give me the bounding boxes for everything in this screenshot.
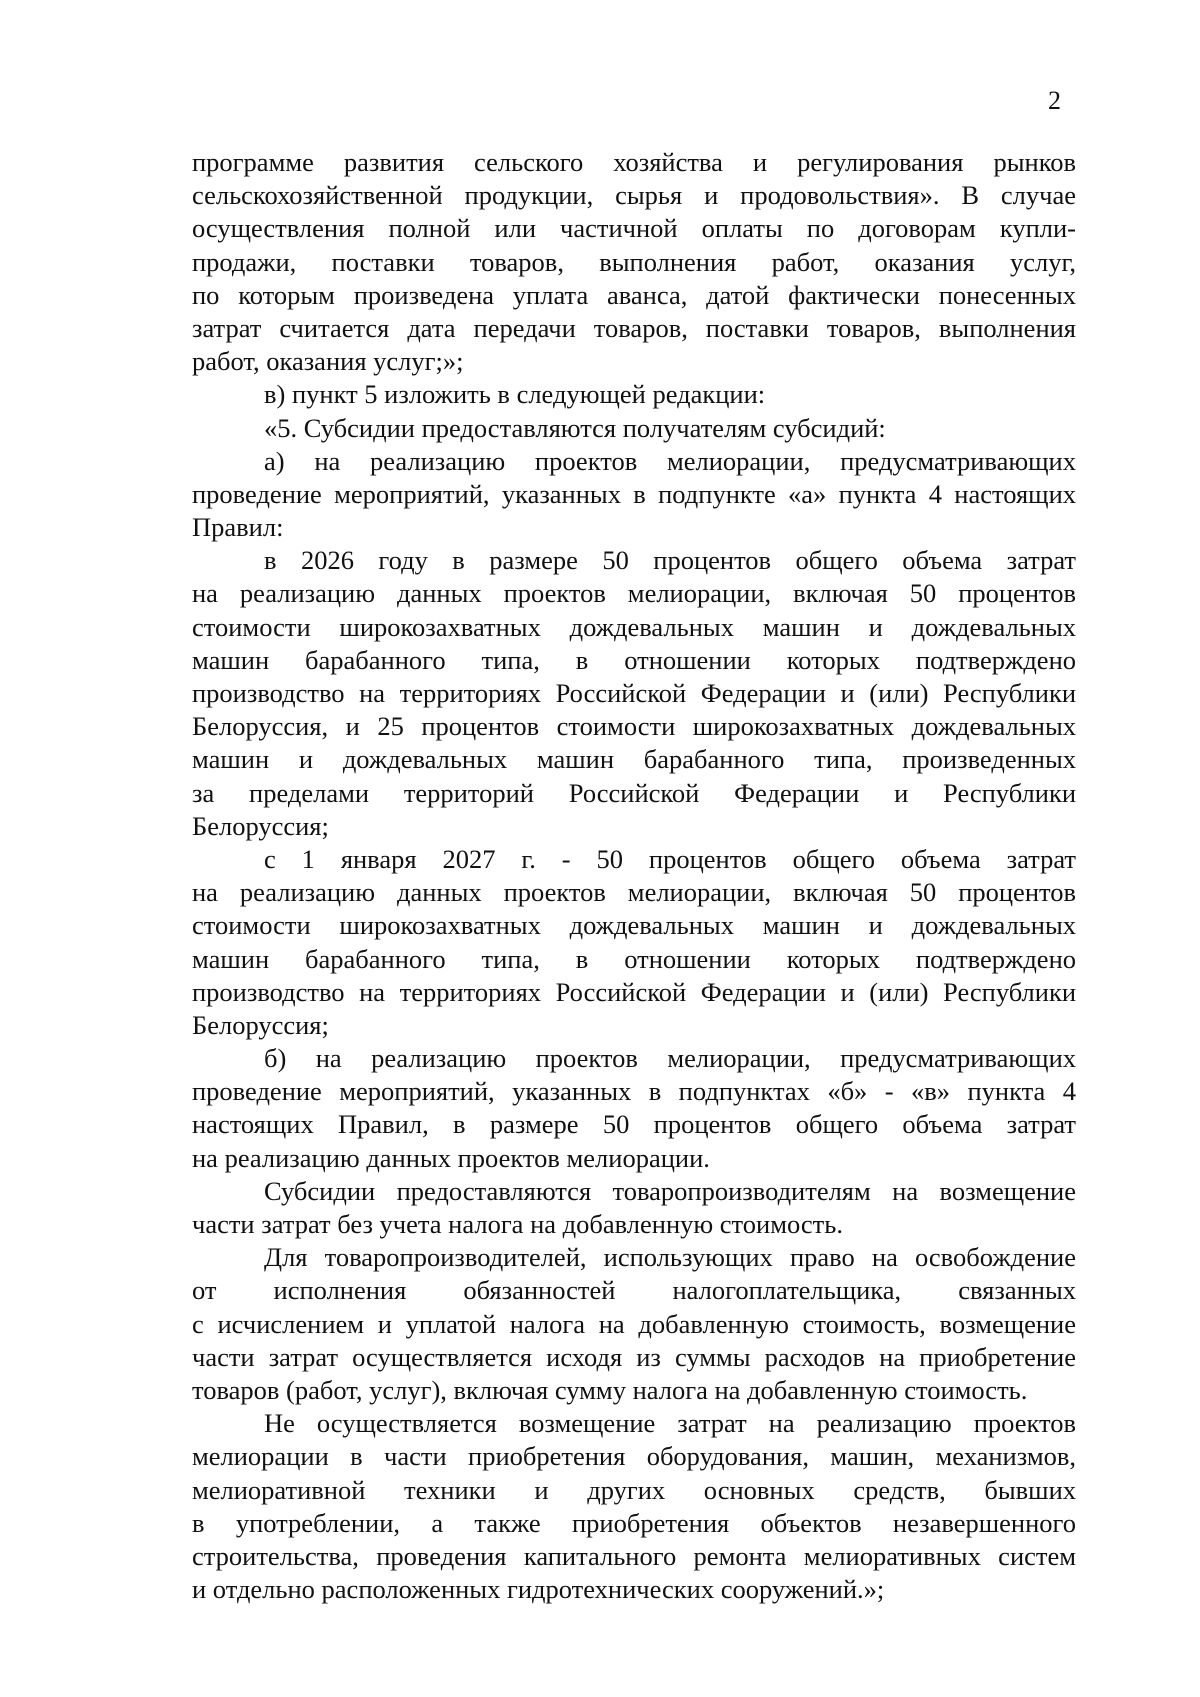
text-line: на реализацию данных проектов мелиорации, включая 50 процентов	[192, 578, 1076, 609]
text-line: стоимости широкозахватных дождевальных машин и дождевальных	[192, 611, 1076, 642]
text-line: сельскохозяйственной продукции, сырья и продовольствия». В случае	[192, 180, 1076, 211]
text-line: продажи, поставки товаров, выполнения работ, оказания услуг,	[192, 246, 1076, 277]
text-line: машин и дождевальных машин барабанного типа, произведенных	[192, 744, 1076, 775]
text-line: затрат считается дата передачи товаров, поставки товаров, выполнения	[192, 312, 1076, 343]
text-line: осуществления полной или частичной оплаты по договорам купли-	[192, 213, 1076, 244]
text-line: проведение мероприятий, указанных в подпункте «а» пункта 4 настоящих	[192, 478, 1076, 509]
text-line: производство на территориях Российской Федерации и (или) Республики	[192, 976, 1076, 1007]
page-number: 2	[1048, 86, 1061, 115]
text-line: Белоруссия;	[192, 810, 329, 841]
text-line: части затрат осуществляется исходя из суммы расходов на приобретение	[192, 1341, 1076, 1372]
text-line: Для товаропроизводителей, использующих право на освобождение	[264, 1242, 1076, 1273]
text-line: по которым произведена уплата аванса, датой фактически понесенных	[192, 279, 1076, 310]
text-line: б) на реализацию проектов мелиорации, предусматривающих	[264, 1043, 1076, 1074]
text-line: строительства, проведения капитального ремонта мелиоративных систем	[192, 1540, 1076, 1571]
text-line: программе развития сельского хозяйства и регулирования рынков	[192, 147, 1076, 177]
text-line: мелиоративной техники и других основных средств, бывших	[192, 1474, 1076, 1505]
text-line: машин барабанного типа, в отношении которых подтверждено	[192, 943, 1076, 974]
text-line: части затрат без учета налога на добавленную стоимость.	[192, 1209, 843, 1239]
text-line: производство на территориях Российской Федерации и (или) Республики	[192, 678, 1076, 708]
text-line: мелиорации в части приобретения оборудования, машин, механизмов,	[192, 1441, 1076, 1472]
text-line: от исполнения обязанностей налогоплательщика, связанных	[192, 1275, 1076, 1306]
text-line: Не осуществляется возмещение затрат на реализацию проектов	[264, 1408, 1076, 1439]
text-line: в употреблении, а также приобретения объектов незавершенного	[192, 1507, 1076, 1538]
text-line: стоимости широкозахватных дождевальных машин и дождевальных	[192, 910, 1076, 941]
text-line: за пределами территорий Российской Федерации и Республики	[192, 777, 1076, 808]
text-line: проведение мероприятий, указанных в подпунктах «б» - «в» пункта 4	[192, 1076, 1076, 1107]
text-line: на реализацию данных проектов мелиорации, включая 50 процентов	[192, 877, 1076, 908]
text-line: настоящих Правил, в размере 50 процентов общего объема затрат	[192, 1109, 1076, 1140]
text-line: Субсидии предоставляются товаропроизводителям на возмещение	[264, 1175, 1076, 1206]
text-line: машин барабанного типа, в отношении которых подтверждено	[192, 644, 1076, 675]
text-line: а) на реализацию проектов мелиорации, предусматривающих	[264, 445, 1076, 476]
text-line: Правил:	[192, 512, 284, 543]
text-line: Белоруссия, и 25 процентов стоимости широкозахватных дождевальных	[192, 711, 1076, 742]
text-line: в) пункт 5 изложить в следующей редакции:	[264, 379, 766, 410]
text-line: «5. Субсидии предоставляются получателям субсидий:	[264, 412, 886, 443]
document-body	[192, 146, 1076, 1606]
text-line: товаров (работ, услуг), включая сумму налога на добавленную стоимость.	[192, 1374, 1028, 1405]
text-line: в 2026 году в размере 50 процентов общего объема затрат	[264, 545, 1076, 576]
text-line: Белоруссия;	[192, 1009, 329, 1040]
text-line: с исчислением и уплатой налога на добавленную стоимость, возмещение	[192, 1308, 1076, 1339]
text-line: с 1 января 2027 г. - 50 процентов общего объема затрат	[264, 843, 1076, 874]
text-line: и отдельно расположенных гидротехнических сооружений.»;	[192, 1574, 885, 1605]
text-line: на реализацию данных проектов мелиорации.	[192, 1142, 710, 1173]
text-line: работ, оказания услуг;»;	[192, 346, 464, 377]
